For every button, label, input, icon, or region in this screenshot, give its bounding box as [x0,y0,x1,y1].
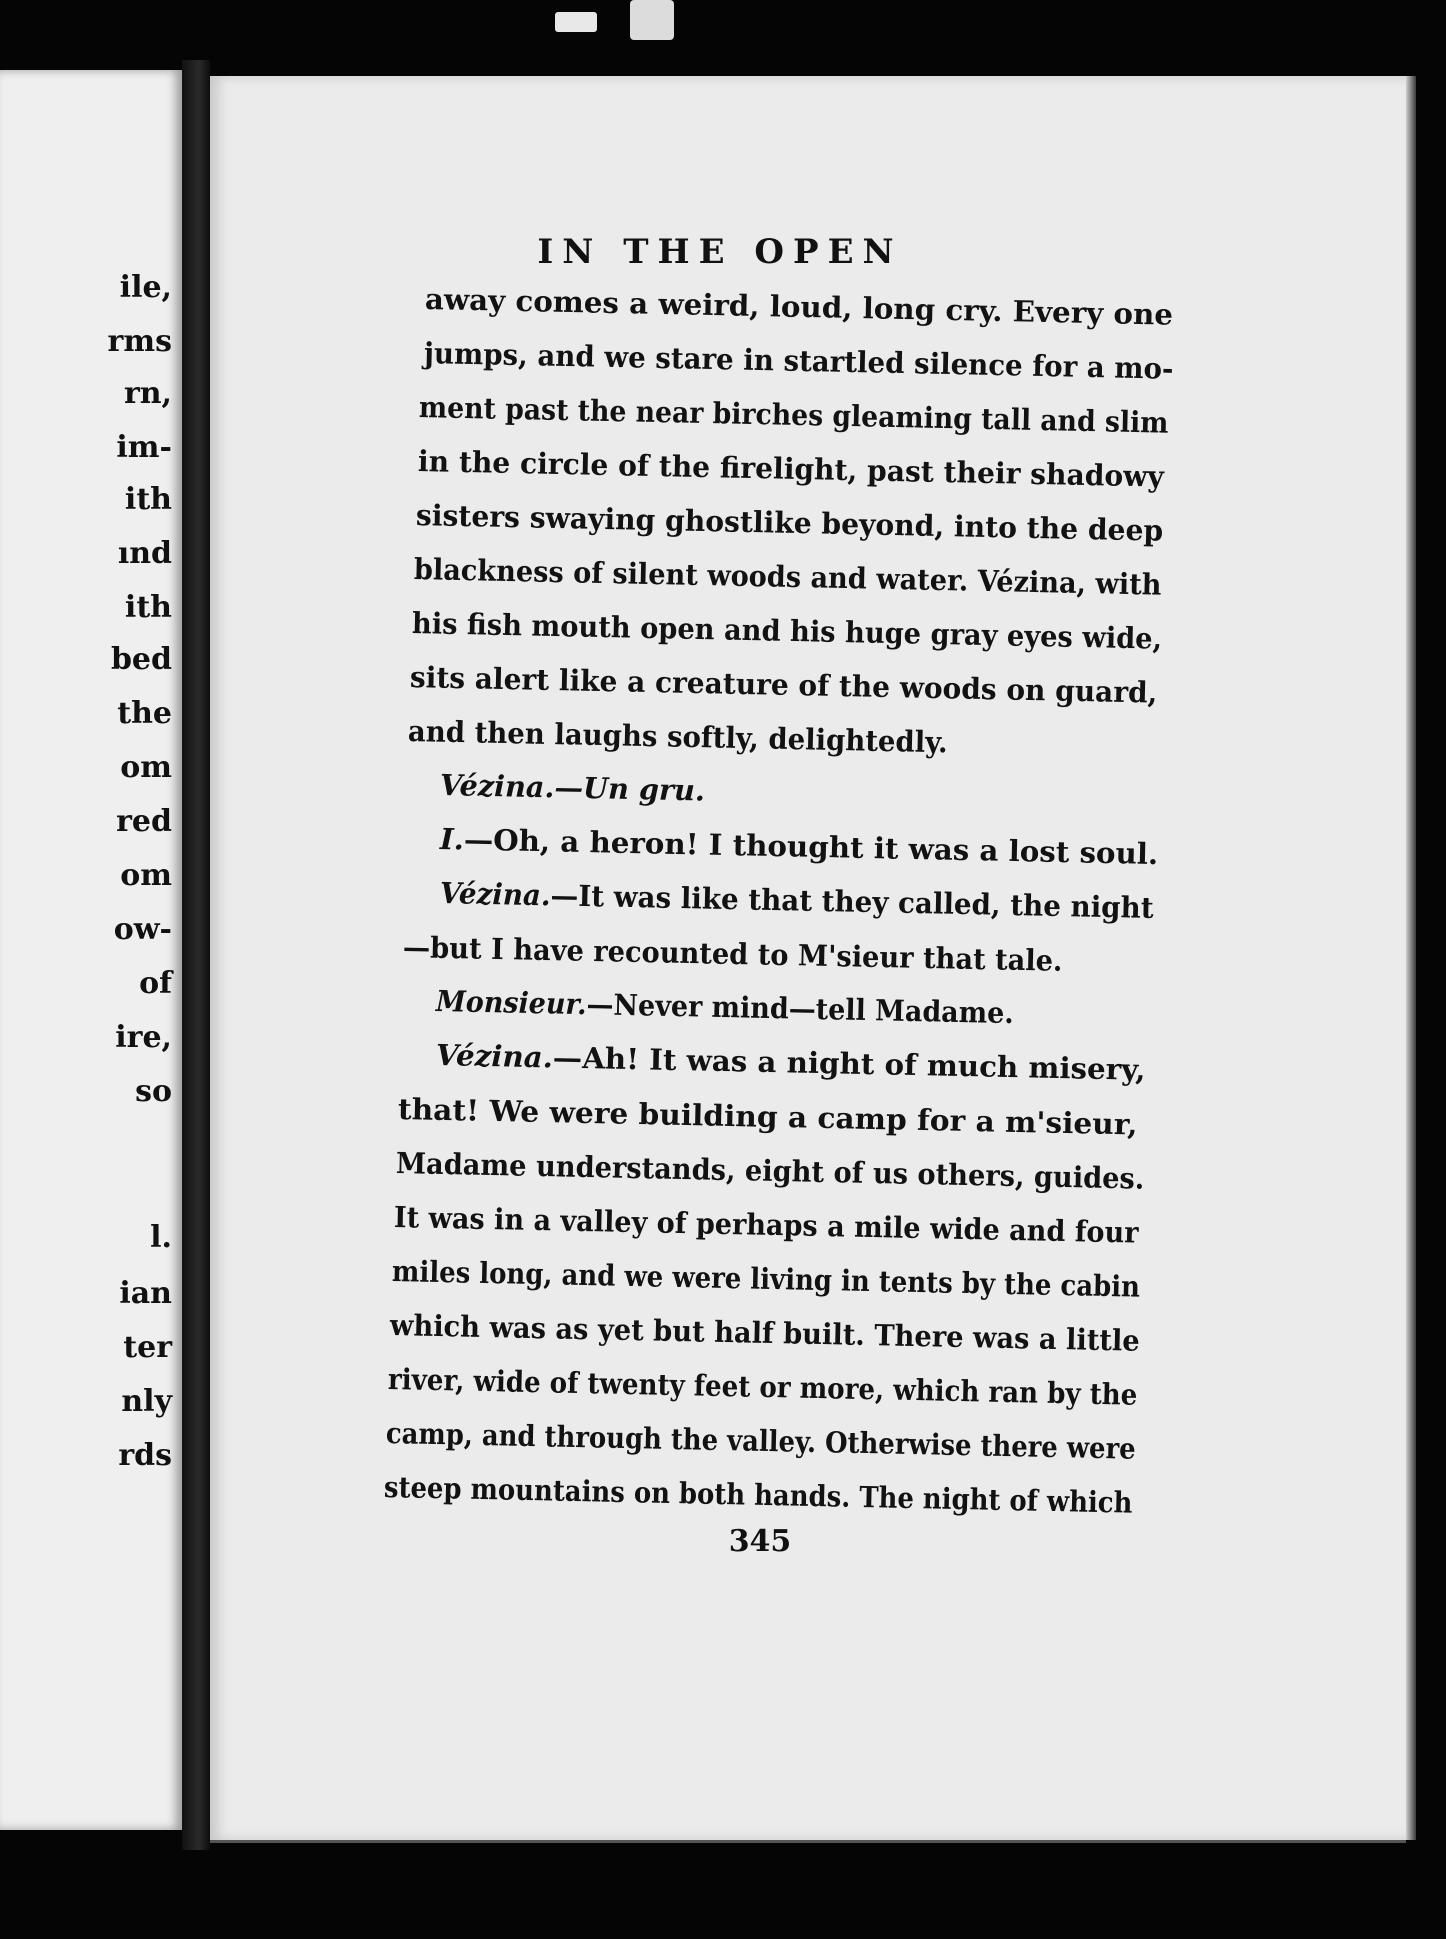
text-line [396,1146,1145,1196]
line-text: in the circle of the firelight, past their shadowy [417,444,1165,494]
text-line [412,606,1163,656]
line-text: jumps, and we stare in startled silence for a mo- [423,336,1174,386]
line-text: steep mountains on both hands. The night of which [383,1470,1133,1520]
text-line [416,498,1164,548]
text-line [440,768,706,808]
line-text: river, wide of twenty feet or more, which ran by the [387,1362,1138,1412]
text-line [436,984,1014,1030]
left-page-line: ith [124,590,172,625]
text-line [436,1038,1146,1087]
text-line [410,660,1158,710]
left-page-line: ter [123,1330,172,1365]
left-page-line: rms [107,324,172,359]
line-text: and then laughs softly, delightedly. [407,714,948,760]
line-text: —Un gru. [554,770,706,808]
left-page-line: so [135,1074,172,1109]
line-text: camp, and through the valley. Otherwise there were [385,1416,1137,1466]
text-line [384,1470,1133,1520]
left-page-line: ile, [119,270,172,305]
text-line [403,930,1063,978]
line-text: Madame understands, eight of us others, guides. [395,1146,1145,1196]
left-page-line: the [117,696,172,731]
left-page-line: ian [119,1276,172,1311]
line-text: that! We were building a camp for a m'sieur, [397,1092,1138,1142]
left-page-line: om [120,750,172,785]
page-number: 345 [728,1524,792,1559]
line-text: —Oh, a heron! I thought it was a lost soul. [463,822,1159,872]
speaker-name: Vézina. [439,768,555,805]
line-text: —Ah! It was a night of much misery, [552,1040,1146,1087]
speaker-name: Vézina. [439,876,551,913]
line-text: —Never mind—tell Madame. [586,987,1015,1031]
left-page-line: nly [121,1384,172,1419]
line-text: sits alert like a creature of the woods on guard, [409,660,1158,710]
line-text: his fish mouth open and his huge gray eyes wide, [411,606,1163,656]
speaker-name: I. [439,822,465,857]
line-text: It was in a valley of perhaps a mile wide and four [393,1200,1139,1250]
text-line [440,822,1159,871]
text-line [440,876,1154,925]
text-line [394,1200,1139,1250]
line-text: blackness of silent woods and water. Vézina, with [413,552,1162,602]
text-line [419,390,1169,440]
line-text: which was as yet but half built. There was a little [389,1308,1141,1358]
left-page-line: l. [150,1220,172,1255]
left-page-line: om [120,858,172,893]
left-page-line: im- [116,430,172,465]
speaker-name: Vézina. [435,1038,554,1075]
text-line [398,1092,1138,1141]
left-page-line: ire, [115,1020,172,1055]
left-page-line: ow- [113,912,172,947]
line-text: —It was like that they called, the night [550,878,1154,925]
text-line [424,336,1174,386]
line-text: away comes a weird, loud, long cry. Every one [424,282,1174,332]
text-line [392,1254,1141,1304]
text-line [390,1308,1140,1358]
left-page-line: of [139,966,172,1001]
left-page-line: rds [118,1438,172,1473]
line-text: sisters swaying ghostlike beyond, into the deep [415,498,1164,548]
text-line [418,444,1164,494]
text-line [414,552,1162,602]
left-page-line: red [116,804,172,839]
text-line [408,714,948,759]
speaker-name: Monsieur. [435,984,587,1022]
left-page-line: bed [110,642,172,677]
running-head: IN THE OPEN [537,232,903,272]
text-line [386,1416,1136,1466]
left-page-line: ith [124,482,172,517]
left-page-line: ınd [117,536,172,571]
line-text: —but I have recounted to M'sieur that tale. [402,930,1063,978]
left-page-line: rn, [123,376,172,411]
text-line [425,282,1174,332]
text-line [388,1362,1138,1412]
line-text: ment past the near birches gleaming tall and slim [418,390,1169,440]
line-text: miles long, and we were living in tents by the cabin [391,1254,1141,1304]
